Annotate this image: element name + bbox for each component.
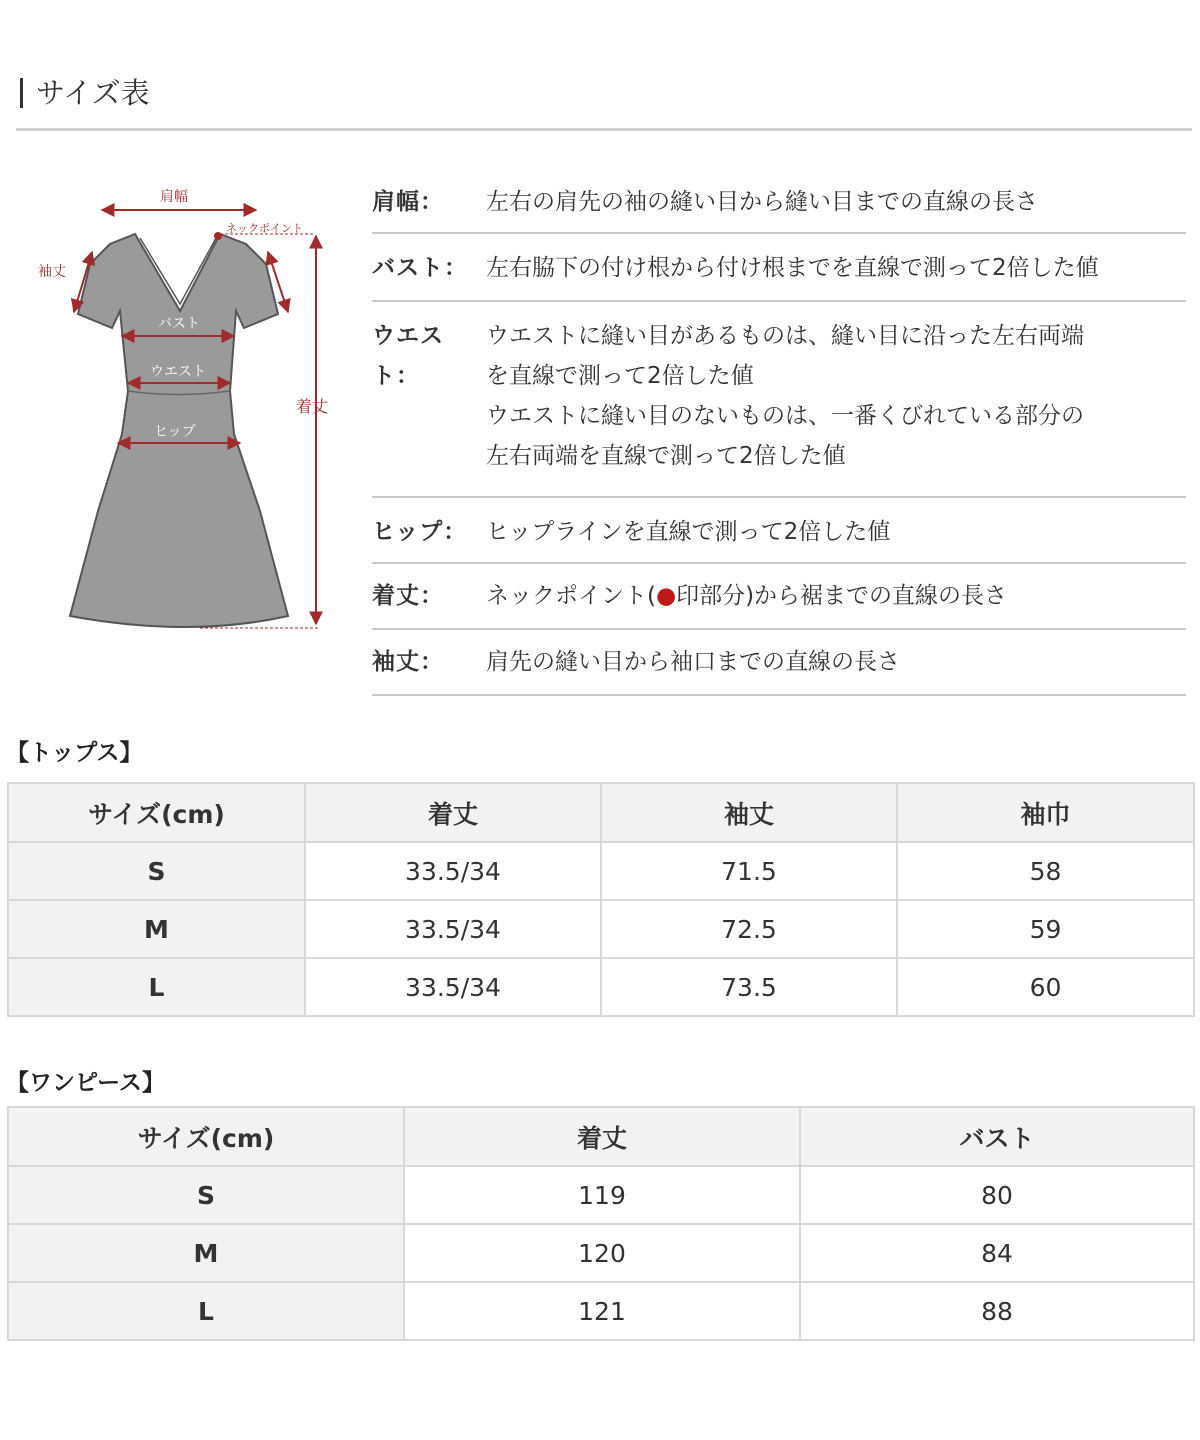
sleeve-label: 袖丈 [38, 264, 66, 280]
table-header-row [8, 1107, 1194, 1166]
size-cell: S [8, 842, 305, 900]
header-bar [20, 78, 23, 108]
table-cell: 60 [897, 958, 1194, 1016]
size-cell: M [8, 1224, 404, 1282]
column-header: 袖丈 [601, 783, 897, 842]
definition-row [372, 564, 1186, 630]
definition-desc-part: ネックポイント( [486, 583, 656, 609]
neck-point-label: ネックポイント [226, 222, 303, 235]
page-title: サイズ表 [36, 76, 150, 110]
table-cell: 121 [404, 1282, 800, 1340]
length-label: 着丈 [296, 397, 329, 416]
hip-label: ヒップ [154, 424, 196, 440]
table-cell: 119 [404, 1166, 800, 1224]
table-cell: 59 [897, 900, 1194, 958]
neck-point-dot [214, 232, 222, 240]
column-header: 着丈 [305, 783, 601, 842]
page-header [16, 70, 1192, 131]
table-cell: 80 [800, 1166, 1194, 1224]
table-cell: 72.5 [601, 900, 897, 958]
bust-label: バスト [158, 316, 200, 332]
dress-diagram-svg [20, 176, 360, 646]
table-cell: 33.5/34 [305, 842, 601, 900]
definition-row [372, 168, 1186, 234]
table-cell: 33.5/34 [305, 900, 601, 958]
definition-term: 着丈： [372, 583, 444, 609]
definition-term: 肩幅： [372, 189, 444, 215]
table-row [8, 958, 1194, 1016]
column-header: 着丈 [404, 1107, 800, 1166]
definition-row [372, 302, 1186, 498]
definition-desc: 左右の肩先の袖の縫い目から縫い目までの直線の長さ [486, 189, 1038, 215]
table-row [8, 1224, 1194, 1282]
tops-section-title: 【トップス】 [6, 740, 143, 766]
definition-desc: ウエストに縫い目があるものは、縫い目に沿った左右両端 を直線で測って2倍した値 ウエストに縫い目のないものは、一番くびれている部分の 左右両端を直線で測って2倍した値 [486, 323, 1084, 469]
table-cell: 33.5/34 [305, 958, 601, 1016]
waist-label: ウエスト [150, 364, 206, 380]
table-cell: 71.5 [601, 842, 897, 900]
size-cell: S [8, 1166, 404, 1224]
definition-term: ヒップ： [372, 519, 468, 545]
size-cell: L [8, 1282, 404, 1340]
definition-row [372, 234, 1186, 302]
column-header: 袖巾 [897, 783, 1194, 842]
table-row [8, 1282, 1194, 1340]
table-row [8, 1166, 1194, 1224]
definition-desc-part: 印部分)から裾までの直線の長さ [676, 583, 1008, 609]
column-header: サイズ(cm) [8, 1107, 404, 1166]
definition-term: 袖丈： [372, 649, 444, 675]
tops-size-table [7, 782, 1195, 1017]
definition-desc: 左右脇下の付け根から付け根までを直線で測って2倍した値 [486, 255, 1099, 281]
definition-row [372, 498, 1186, 564]
dress-measurement-diagram [20, 176, 360, 646]
onepiece-section-title: 【ワンピース】 [6, 1070, 165, 1096]
definition-term: ウエスト： [372, 323, 444, 389]
column-header: サイズ(cm) [8, 783, 305, 842]
column-header: バスト [800, 1107, 1194, 1166]
definition-desc [486, 576, 1186, 628]
table-row [8, 900, 1194, 958]
size-cell: L [8, 958, 305, 1016]
measurement-definitions [372, 168, 1186, 696]
table-cell: 73.5 [601, 958, 897, 1016]
definition-desc: 肩先の縫い目から袖口までの直線の長さ [486, 649, 900, 675]
table-cell: 84 [800, 1224, 1194, 1282]
table-cell: 58 [897, 842, 1194, 900]
size-cell: M [8, 900, 305, 958]
table-row [8, 842, 1194, 900]
definition-row [372, 630, 1186, 696]
table-header-row [8, 783, 1194, 842]
table-cell: 120 [404, 1224, 800, 1282]
definition-term: バスト： [372, 255, 468, 281]
onepiece-size-table [7, 1106, 1195, 1341]
table-cell: 88 [800, 1282, 1194, 1340]
red-dot-icon: ● [655, 583, 677, 609]
shoulder-label: 肩幅 [160, 189, 188, 205]
definition-desc: ヒップラインを直線で測って2倍した値 [486, 519, 891, 545]
